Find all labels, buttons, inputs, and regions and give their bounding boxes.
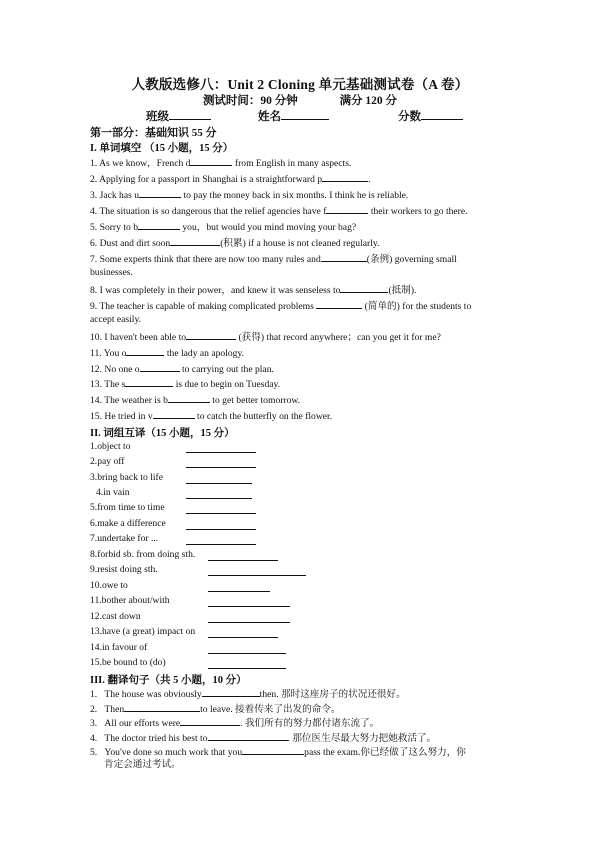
answer-line[interactable]: [208, 606, 290, 607]
answer-blank[interactable]: [208, 731, 288, 741]
fill-item: 2. Applying for a passport in Shanghai is a straightforward p .: [90, 174, 371, 185]
name-field[interactable]: 姓名: [258, 108, 329, 124]
answer-line[interactable]: [208, 637, 278, 638]
phrase-item: 5.from time to time: [90, 502, 165, 513]
fill-item: 5. Sorry to b you，but would you mind moving your bag?: [90, 222, 357, 233]
phrase-item: 4.in vain: [96, 487, 130, 498]
fill-item: 10. I haven't been able to (获得) that record anywhere；can you get it for me?: [90, 332, 441, 343]
fill-item: 4. The situation is so dangerous that the relief agencies have f their workers to go there.: [90, 206, 468, 217]
answer-line[interactable]: [186, 529, 256, 530]
answer-blank[interactable]: [186, 330, 236, 340]
answer-blank[interactable]: [242, 745, 304, 755]
answer-line[interactable]: [186, 467, 256, 468]
answer-blank[interactable]: [126, 346, 164, 356]
translate-item-continuation: 肯定会通过考试。: [104, 759, 181, 770]
fill-item: 7. Some experts think that there are now too many rules and (条例) governing small: [90, 254, 457, 265]
fill-item: 6. Dust and dirt soon (积累) if a house is not cleaned regularly.: [90, 238, 380, 249]
time-label: 测试时间：90 分钟: [202, 95, 298, 107]
answer-blank[interactable]: [326, 204, 368, 214]
answer-line[interactable]: [186, 544, 256, 545]
part1-title: 第一部分：基础知识 55 分: [90, 127, 217, 139]
answer-blank[interactable]: [124, 702, 200, 712]
answer-blank[interactable]: [170, 236, 220, 246]
section1-title: I. 单词填空 （15 小题，15 分）: [90, 143, 234, 154]
answer-blank[interactable]: [316, 299, 362, 309]
answer-line[interactable]: [208, 591, 270, 592]
answer-line[interactable]: [208, 622, 290, 623]
answer-blank[interactable]: [202, 687, 260, 697]
fill-item: 14. The weather is b to get better tomorrow.: [90, 395, 301, 406]
answer-blank[interactable]: [140, 362, 180, 372]
fill-item: 9. The teacher is capable of making complicated problems (简单的) for the students to: [90, 301, 472, 312]
phrase-item: 13.have (a great) impact on: [90, 626, 196, 637]
fill-item-continuation: accept easily.: [90, 314, 142, 325]
phrase-item: 11.bother about/with: [90, 595, 170, 606]
section2-title: II. 词组互译（15 小题，15 分）: [90, 428, 235, 439]
answer-blank[interactable]: [322, 172, 368, 182]
answer-blank[interactable]: [139, 188, 181, 198]
answer-blank[interactable]: [138, 220, 180, 230]
score-field[interactable]: 分数: [398, 108, 463, 124]
phrase-item: 8.forbid sb. from doing sth.: [90, 549, 196, 560]
answer-line[interactable]: [186, 498, 252, 499]
translate-item: 5. You've done so much work that you pass the exam.你已经做了这么努力，你: [90, 747, 466, 758]
answer-blank[interactable]: [190, 156, 232, 166]
phrase-item: 7.undertake for ...: [90, 533, 159, 544]
fill-item: 15. He tried in v to catch the butterfly on the flower.: [90, 411, 333, 422]
section3-title: III. 翻译句子（共 5 小题，10 分）: [90, 675, 247, 686]
phrase-item: 14.in favour of: [90, 642, 148, 653]
answer-blank[interactable]: [125, 377, 173, 387]
answer-blank[interactable]: [180, 716, 240, 726]
answer-blank[interactable]: [321, 252, 367, 262]
page-title: 人教版选修八：Unit 2 Cloning 单元基础测试卷（A 卷）: [131, 77, 469, 92]
fill-item: 8. I was completely in their power，and knew it was senseless to (抵制).: [90, 285, 417, 296]
fill-item-continuation: businesses.: [90, 267, 133, 278]
fill-item: 1. As we know，French d from English in many aspects.: [90, 158, 352, 169]
answer-line[interactable]: [186, 513, 256, 514]
fill-item: 13. The s is due to begin on Tuesday.: [90, 379, 281, 390]
phrase-item: 3.bring back to life: [90, 472, 163, 483]
answer-line[interactable]: [208, 653, 286, 654]
phrase-item: 12.cast down: [90, 611, 141, 622]
answer-blank[interactable]: [340, 283, 388, 293]
translate-item: 1. The house was obviously then. 那时这座房子的状况还很好。: [90, 689, 406, 700]
answer-line[interactable]: [186, 452, 256, 453]
score-label: 满分 120 分: [339, 95, 398, 107]
phrase-item: 10.owe to: [90, 580, 128, 591]
fill-item: 11. You o the lady an apology.: [90, 348, 245, 359]
phrase-item: 1.object to: [90, 441, 131, 452]
answer-line[interactable]: [208, 560, 278, 561]
fill-item: 3. Jack has u to pay the money back in six months. I think he is reliable.: [90, 190, 409, 201]
phrase-item: 9.resist doing sth.: [90, 564, 158, 575]
answer-line[interactable]: [208, 575, 306, 576]
class-field[interactable]: 班级: [146, 108, 211, 124]
answer-line[interactable]: [208, 668, 286, 669]
translate-item: 3. All our efforts were . 我们所有的努力都付诸东流了。: [90, 718, 380, 729]
answer-line[interactable]: [186, 483, 252, 484]
phrase-item: 15.be bound to (do): [90, 657, 166, 668]
phrase-item: 6.make a difference: [90, 518, 166, 529]
answer-blank[interactable]: [168, 393, 210, 403]
translate-item: 4. The doctor tried his best to . 那位医生尽最大努力把她救活了。: [90, 733, 437, 744]
answer-blank[interactable]: [153, 409, 195, 419]
exam-meta: [0, 92, 600, 108]
fill-item: 12. No one o to carrying out the plan.: [90, 364, 274, 375]
phrase-item: 2.pay off: [90, 456, 125, 467]
translate-item: 2. Then to leave. 接着传来了出发的命令。: [90, 704, 341, 715]
